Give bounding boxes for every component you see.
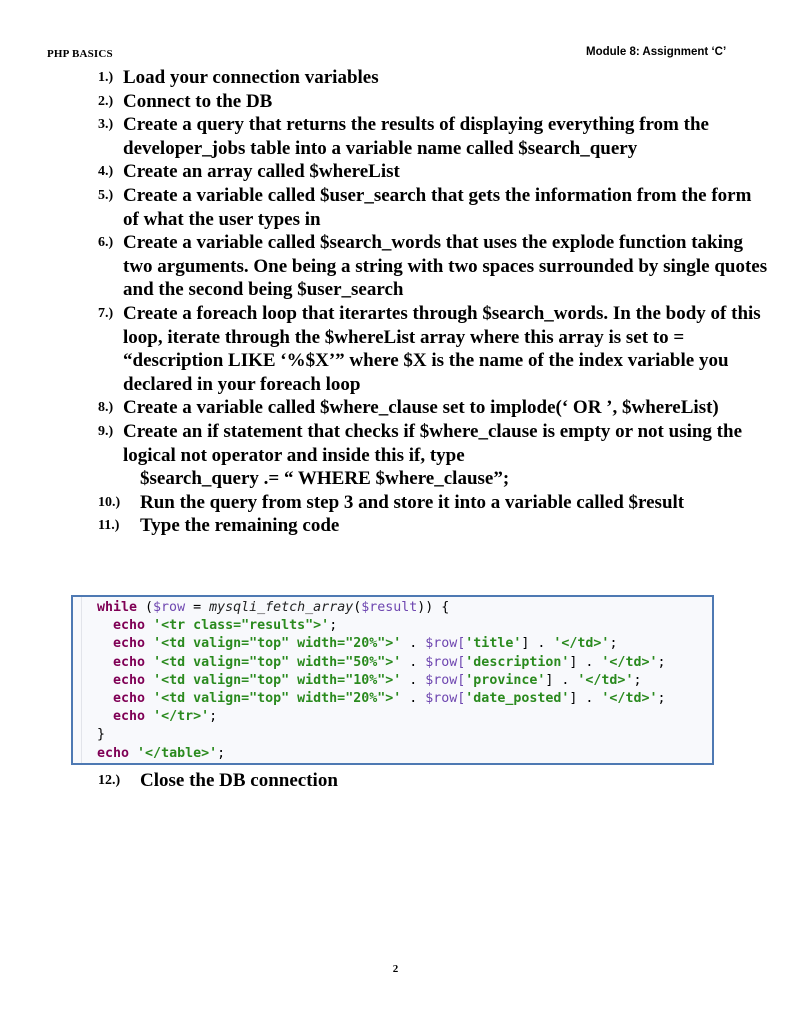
step-text: Create an if statement that checks if $where_clause is empty or not using the logical not operator and inside this if, type — [123, 420, 743, 466]
step-text: Create a variable called $user_search that gets the information from the form of what the user types in — [123, 184, 752, 230]
step-2 — [98, 90, 770, 114]
step-number: 8.) — [98, 400, 114, 416]
code-line-brace: } — [97, 727, 106, 743]
step-10 — [98, 491, 770, 515]
step-number: 6.) — [98, 235, 114, 251]
step-text: Close the DB connection — [140, 770, 338, 791]
step-3 — [98, 113, 770, 160]
code-line-while: while ($row = mysqli_fetch_array($result)) { — [97, 600, 450, 615]
step-number: 11.) — [98, 518, 120, 534]
code-line-description: echo '<td valign="top" width="50%">' . $row['description'] . '</td>'; — [113, 654, 666, 670]
header-module-title: Module 8: Assignment ‘C’ — [586, 46, 727, 58]
step-5 — [98, 184, 770, 231]
step-7 — [98, 302, 770, 396]
step-number: 2.) — [98, 93, 114, 109]
step-6 — [98, 231, 770, 302]
step-text: Connect to the DB — [123, 90, 273, 112]
step-text: Create a variable called $where_clause set to implode(‘ OR ’, $whereList) — [123, 397, 719, 419]
step-number: 12.) — [98, 773, 121, 788]
step-number: 4.) — [98, 164, 114, 180]
step-text: Create an array called $whereList — [123, 161, 400, 183]
step-text: Run the query from step 3 and store it into a variable called $result — [140, 491, 685, 513]
step-code-line: $search_query .= “ WHERE $where_clause”; — [140, 468, 510, 490]
step-1 — [98, 66, 770, 90]
step-text: Create a query that returns the results of displaying everything from the developer_jobs table into a variable name called $search_query — [123, 114, 709, 159]
step-number: 1.) — [98, 70, 114, 85]
step-8 — [98, 396, 770, 420]
step-text: Type the remaining code — [140, 515, 340, 537]
step-number: 10.) — [98, 494, 121, 510]
step-text: Load your connection variables — [123, 67, 379, 88]
step-text: Create a foreach loop that iterartes through $search_words. In the body of this loop, iterate through the $whereList array where this array is set to = “description LIKE ‘%$X’” where $X is the name of the index variable you declared in your foreach loop — [123, 302, 761, 395]
step-number: 7.) — [98, 305, 114, 321]
header-course-title: PHP BASICS — [47, 48, 113, 60]
step-text: Create a variable called $search_words that uses the explode function taking two arguments. One being a string with two spaces surrounded by single quotes and the second being $user_search — [123, 232, 768, 301]
code-line-table-close: echo '</table>'; — [97, 745, 226, 761]
code-line-tr-open: echo '<tr class="results">'; — [113, 618, 338, 634]
step-4 — [98, 160, 770, 184]
step-9 — [98, 420, 770, 491]
code-line-date-posted: echo '<td valign="top" width="20%">' . $row['date_posted'] . '</td>'; — [113, 690, 666, 706]
code-gutter — [73, 597, 82, 763]
step-number: 9.) — [98, 423, 114, 439]
code-line-tr-close: echo '</tr>'; — [113, 709, 218, 725]
code-snippet — [71, 595, 714, 765]
code-line-title: echo '<td valign="top" width="20%">' . $row['title'] . '</td>'; — [113, 636, 618, 652]
step-11 — [98, 514, 770, 538]
code-line-province: echo '<td valign="top" width="10%">' . $row['province'] . '</td>'; — [113, 672, 642, 688]
step-number: 5.) — [98, 187, 114, 203]
page-number: 2 — [392, 963, 399, 975]
step-12 — [98, 769, 791, 793]
step-number: 3.) — [98, 117, 114, 133]
instruction-list — [98, 66, 770, 538]
